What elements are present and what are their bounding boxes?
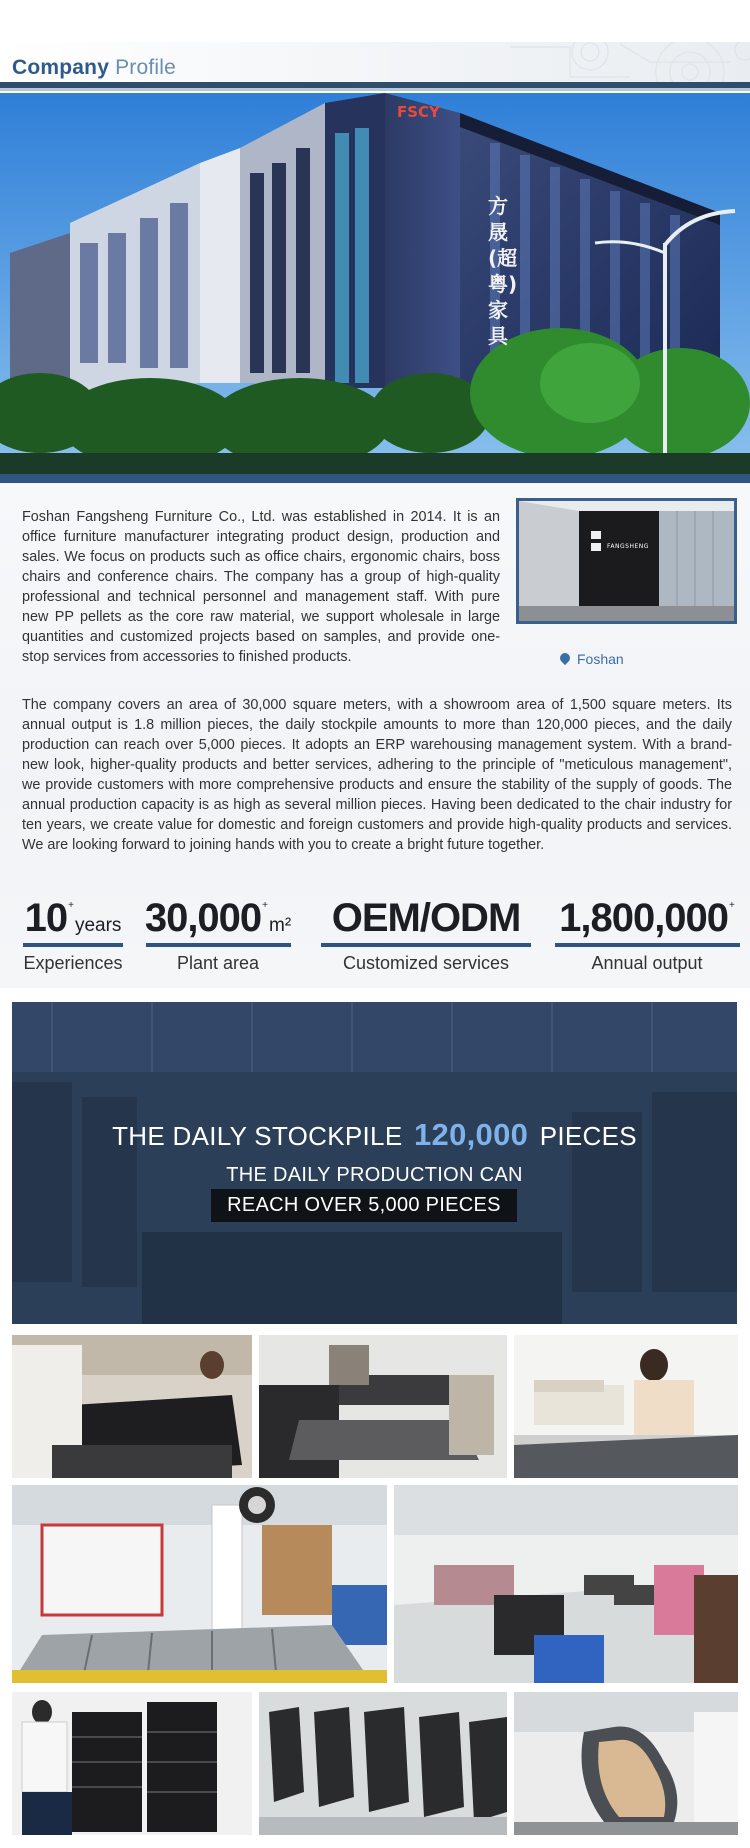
stat-plus: +	[262, 900, 269, 911]
warehouse-banner	[12, 1002, 737, 1324]
stat-unit: years	[74, 915, 122, 936]
banner-highlight-number: 120,000	[414, 1117, 529, 1152]
factory-photo-lounge-chair	[514, 1692, 738, 1835]
title-light: Profile	[115, 56, 177, 79]
stat-oem-odm	[317, 896, 535, 974]
hero-bottom-bar	[0, 474, 750, 483]
section-header	[0, 42, 750, 82]
page-title	[12, 56, 176, 80]
stat-unit: m²	[269, 915, 292, 936]
stat-label: Plant area	[176, 953, 260, 973]
stat-annual-output	[552, 896, 742, 974]
factory-photo-sewing	[514, 1335, 738, 1478]
stat-underline	[321, 943, 531, 947]
factory-photo-cushion-stack	[12, 1692, 252, 1835]
showroom-photo	[516, 498, 737, 624]
stat-label: Annual output	[591, 953, 703, 973]
warehouse-illustration	[12, 1002, 737, 1324]
location-pin-icon	[558, 651, 572, 665]
factory-photo-mesh-chairs	[259, 1692, 507, 1835]
showroom-illustration	[519, 501, 734, 621]
banner-headline	[12, 1117, 737, 1153]
stat-plant-area	[143, 896, 293, 974]
stat-label: Customized services	[342, 953, 510, 973]
stat-plus: +	[729, 900, 735, 911]
stat-underline	[23, 943, 123, 947]
vertical-sign: 方晟(超粤)家具	[488, 194, 518, 348]
lobby-sign: FANGSHENG	[607, 543, 649, 550]
banner-subline-boxed: REACH OVER 5,000 PIECES	[211, 1189, 517, 1222]
stat-value: 10	[24, 896, 68, 940]
banner-headline-post: PIECES	[539, 1121, 637, 1151]
intro-paragraph-1: Foshan Fangsheng Furniture Co., Ltd. was established in 2014. It is an office furniture manufacturer integrating product design, production and sales. We focus on products such as office chairs, ergonomic chairs, boss chairs and conference chairs. The company has a group of high-quality professional and technical personnel and management staff. With pure new PP pellets as the core raw material, we support wholesale in large quantities and customized projects based on samples, and provide one-stop services from accessories to finished products.	[22, 509, 500, 665]
banner-headline-pre: THE DAILY STOCKPILE	[112, 1121, 403, 1151]
stat-underline	[555, 943, 740, 947]
banner-subline: THE DAILY PRODUCTION CAN	[226, 1164, 523, 1186]
location-tag	[560, 651, 624, 667]
header-divider-light	[0, 88, 750, 91]
stat-underline	[146, 943, 291, 947]
stat-plus: +	[68, 900, 74, 911]
factory-photo-assembly-line	[12, 1485, 387, 1683]
stat-experience	[18, 896, 128, 974]
gear-pattern-decoration	[390, 42, 750, 82]
hero-building-photo	[0, 93, 750, 480]
logo-text: FSCY	[397, 103, 440, 121]
title-strong: Company	[12, 56, 110, 79]
stat-value: 30,000	[144, 896, 262, 940]
stat-label: Experiences	[23, 953, 123, 973]
intro-paragraph-2: The company covers an area of 30,000 square meters, with a showroom area of 1,500 square meters. Its annual output is 1.8 million pieces, the daily stockpile amounts to more than 120,000 pieces, and the daily production can reach over 5,000 pieces. It adopts an ERP warehousing management system. With a brand-new look, higher-quality products and better services, adhering to the principle of "meticulous management", we provide customers with more comprehensive products and ensure the stability of the supply of goods. The annual production capacity is as high as several million pieces. Having been dedicated to the chair industry for ten years, we create value for domestic and foreign customers and provide high-quality products and services. We are looking forward to joining hands with you to create a bright future together.	[22, 697, 732, 853]
location-text: Foshan	[577, 651, 624, 667]
building-illustration	[0, 93, 750, 480]
factory-photo-upholstery	[12, 1335, 252, 1478]
stat-value: OEM/ODM	[331, 896, 521, 940]
factory-photo-workshop	[394, 1485, 738, 1683]
stat-value: 1,800,000	[559, 896, 729, 940]
factory-photo-cushion-press	[259, 1335, 507, 1478]
